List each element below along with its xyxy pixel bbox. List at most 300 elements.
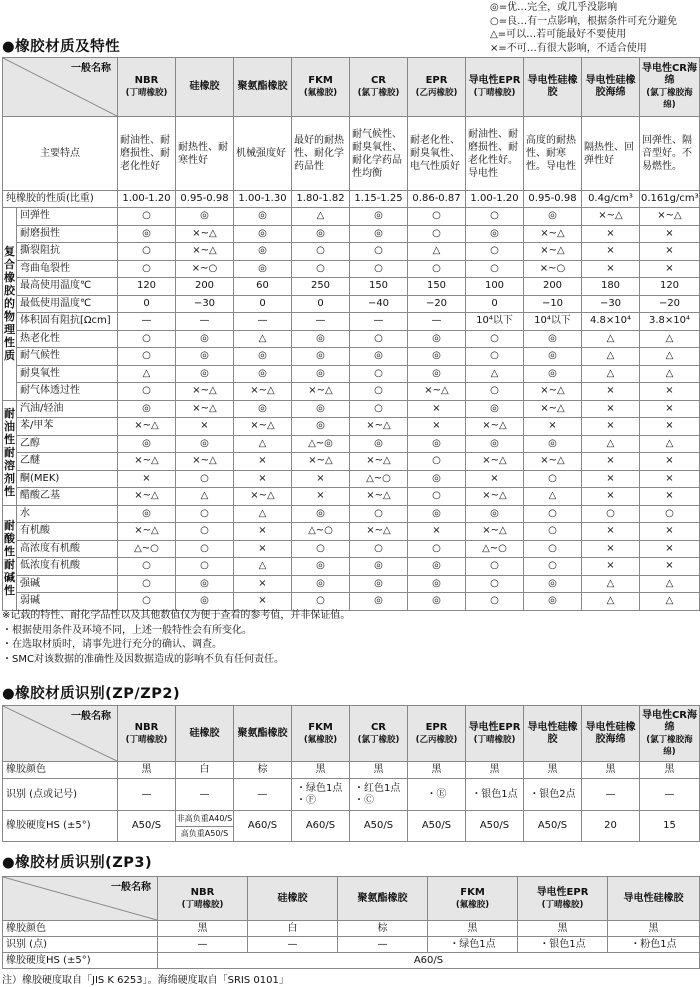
value-cell: △: [292, 208, 350, 226]
value-cell: ×~△: [466, 453, 524, 471]
value-cell: [292, 779, 350, 811]
value-cell: ×: [640, 488, 700, 506]
value-cell: ○: [524, 505, 582, 523]
value-cell: ◎: [408, 435, 466, 453]
mark-line: ・绿色1点: [296, 782, 343, 794]
table-row: [3, 558, 700, 576]
header-row: [3, 58, 700, 117]
column-header: [408, 58, 466, 117]
feature-cell: 耐老化性、耐臭氧性、电气性质好: [408, 117, 466, 191]
column-header: [118, 706, 176, 762]
value-cell: [582, 779, 640, 811]
value-cell: 黑: [524, 762, 582, 779]
value-cell: ×~△: [524, 243, 582, 261]
value-cell: ×~△: [118, 488, 176, 506]
table-row: [3, 505, 700, 523]
row-label: 纯橡胶的性质(比重): [3, 191, 118, 208]
value-cell: 120: [118, 278, 176, 296]
column-subname: (丁晴橡胶): [125, 734, 168, 745]
value-cell: △: [582, 365, 640, 383]
value-cell: −30: [176, 295, 234, 313]
value-cell: ○: [176, 523, 234, 541]
value-cell: △: [582, 348, 640, 366]
value-cell: ×~△: [176, 383, 234, 401]
row-label: 酮(MEK): [17, 470, 118, 488]
value-cell: 60: [234, 278, 292, 296]
value-cell: ◎: [408, 470, 466, 488]
value-cell: ×~△: [408, 383, 466, 401]
value-cell: 4.8×10⁴: [582, 313, 640, 331]
value-cell: ○: [176, 505, 234, 523]
value-cell: △: [118, 365, 176, 383]
feature-cell: 回弹性、隔音型好。不易燃性。: [640, 117, 700, 191]
row-label: 最低使用温度℃: [17, 295, 118, 313]
value-cell: ◎: [524, 593, 582, 611]
value-cell: ×~△: [524, 453, 582, 471]
value-cell: [466, 779, 524, 811]
column-header: [176, 706, 234, 762]
value-cell: [350, 779, 408, 811]
table-row: [3, 435, 700, 453]
value-cell: ×~△: [466, 523, 524, 541]
column-subname: (乙丙橡胶): [415, 734, 458, 745]
identification-table-zp3: [2, 876, 700, 969]
column-subname: (丁晴橡胶): [125, 88, 168, 98]
column-subname: (氟橡胶): [303, 88, 338, 98]
value-cell: ×: [466, 470, 524, 488]
row-label: 橡胶颜色: [3, 762, 118, 779]
value-cell: ○: [466, 208, 524, 226]
feature-cell: 耐油性、耐磨损性、耐老化性好。导电性: [466, 117, 524, 191]
table-row: [3, 488, 700, 506]
value-cell: [524, 779, 582, 811]
value-cell: ◎: [234, 208, 292, 226]
row-label: 体积固有阻抗[Ωcm]: [17, 313, 118, 331]
value-cell: ○: [176, 540, 234, 558]
value-cell: △: [234, 558, 292, 576]
value-cell: [640, 779, 700, 811]
table-row: [3, 295, 700, 313]
table-row: [3, 523, 700, 541]
value-cell: 黑: [158, 921, 248, 937]
value-cell: ×: [234, 453, 292, 471]
row-label: 苯/甲苯: [17, 418, 118, 436]
table-row: [3, 470, 700, 488]
group-label: 耐油性耐溶剂性: [3, 400, 17, 505]
identification-table-zp: [2, 705, 700, 842]
column-subname: (氟橡胶): [455, 899, 490, 910]
value-cell: ◎: [408, 558, 466, 576]
table-row: [3, 260, 700, 278]
value-cell: △: [640, 348, 700, 366]
value-cell: ×: [582, 260, 640, 278]
value-cell: ○: [118, 243, 176, 261]
value-cell: ◎: [176, 435, 234, 453]
column-header: [234, 706, 292, 762]
row-label: 有机酸: [17, 523, 118, 541]
row-label: 乙醚: [17, 453, 118, 471]
features-row: [3, 117, 700, 191]
value-cell: ×~△: [176, 243, 234, 261]
value-cell: ○: [408, 488, 466, 506]
note-line: ・SMC对该数据的准确性及因数据造成的影响不负有任何责任。: [2, 653, 284, 665]
value-cell: ◎: [234, 365, 292, 383]
value-cell: ・绿色1点: [428, 937, 518, 953]
column-subname: (丁晴橡胶): [541, 899, 584, 910]
value-cell: ◎: [118, 505, 176, 523]
column-subname: (氟橡胶): [303, 734, 338, 745]
value-cell: 200: [524, 278, 582, 296]
value-cell: ◎: [176, 575, 234, 593]
value-cell: ×: [408, 400, 466, 418]
note-line: ※记载的特性、耐化学品性以及其他数值仅为便于查看的参考值，并非保证值。: [2, 610, 351, 621]
value-cell: ◎: [234, 260, 292, 278]
column-header: [428, 877, 518, 921]
hardness-row: [3, 811, 700, 842]
value-cell: ○: [350, 383, 408, 401]
row-label: 耐气候性: [17, 348, 118, 366]
value-cell: ×~△: [292, 383, 350, 401]
value-cell: ○: [408, 260, 466, 278]
mark-line: ・Ⓕ: [296, 794, 316, 806]
value-cell: ○: [292, 540, 350, 558]
column-header: [176, 58, 234, 117]
table-row: [3, 243, 700, 261]
mark-line: —: [141, 788, 152, 800]
value-cell: ◎: [524, 348, 582, 366]
value-cell: 0.95-0.98: [524, 191, 582, 208]
value-cell: ◎: [234, 225, 292, 243]
table-row: [3, 208, 700, 226]
value-cell: ◎: [350, 558, 408, 576]
value-cell: ○: [292, 260, 350, 278]
value-cell: ×: [640, 558, 700, 576]
value-cell: ◎: [292, 575, 350, 593]
value-cell: △: [234, 505, 292, 523]
column-name: 导电性硅橡胶海绵: [585, 75, 636, 98]
value-cell: △~○: [466, 540, 524, 558]
value-cell: △: [582, 435, 640, 453]
value-cell: ×: [640, 225, 700, 243]
row-label: 强碱: [17, 575, 118, 593]
value-cell: —: [234, 313, 292, 331]
value-cell: ×~△: [466, 418, 524, 436]
value-cell: ○: [176, 470, 234, 488]
value-cell: △: [582, 575, 640, 593]
value-cell: ◎: [292, 330, 350, 348]
column-name: 硅橡胶: [277, 892, 308, 904]
value-cell: ○: [524, 558, 582, 576]
value-cell: ×~△: [350, 453, 408, 471]
value-cell: ○: [466, 260, 524, 278]
value-cell: ×: [640, 523, 700, 541]
column-name: CR: [370, 75, 387, 86]
value-cell: −40: [350, 295, 408, 313]
mark-line: ・Ⓔ: [426, 788, 447, 800]
mark-line: —: [257, 788, 268, 800]
column-name: FKM: [308, 721, 333, 733]
value-cell: ×: [234, 540, 292, 558]
column-header: [582, 706, 640, 762]
value-cell: ×~△: [292, 453, 350, 471]
value-cell: ×: [582, 400, 640, 418]
value-cell: 0: [118, 295, 176, 313]
row-label: 识别 (点或记号): [3, 779, 118, 811]
value-cell: 1.00-1.20: [466, 191, 524, 208]
value-cell: ○: [640, 505, 700, 523]
value-cell: ×: [640, 383, 700, 401]
mark-line: —: [605, 788, 616, 800]
value-cell: A60/S: [158, 953, 700, 969]
row-label: 乙醇: [17, 435, 118, 453]
mark-line: ・银色1点: [471, 788, 518, 800]
column-name: 导电性CR海绵: [641, 63, 698, 86]
value-cell: ◎: [292, 558, 350, 576]
value-cell: ◎: [466, 505, 524, 523]
value-cell: ×: [292, 488, 350, 506]
column-header: [234, 58, 292, 117]
value-cell: ○: [118, 383, 176, 401]
column-name: 导电性CR海绵: [641, 709, 698, 733]
column-header: [466, 58, 524, 117]
row-label: 低浓度有机酸: [17, 558, 118, 576]
column-name: 聚氨酯橡胶: [237, 727, 288, 739]
header-row: [3, 706, 700, 762]
value-cell: 15: [640, 811, 700, 842]
value-cell: 1.80-1.82: [292, 191, 350, 208]
row-label: 回弹性: [17, 208, 118, 226]
value-cell: 黑: [408, 762, 466, 779]
value-cell: ×~△: [524, 400, 582, 418]
value-cell: [118, 779, 176, 811]
row-label: 弱碱: [17, 593, 118, 611]
value-cell: ×: [640, 418, 700, 436]
value-cell: △: [640, 575, 700, 593]
value-cell: ×~△: [524, 383, 582, 401]
value-cell: ×~△: [118, 523, 176, 541]
value-cell: −20: [408, 295, 466, 313]
group-label: 耐酸性耐碱性: [3, 505, 17, 610]
column-name: EPR: [425, 75, 448, 86]
value-cell: ◎: [176, 330, 234, 348]
value-cell: △: [408, 243, 466, 261]
value-cell: ◎: [350, 225, 408, 243]
value-cell: 150: [350, 278, 408, 296]
row-label: 汽油/轻油: [17, 400, 118, 418]
row-label: 橡胶硬度HS (±5°): [3, 953, 158, 969]
value-cell: 200: [176, 278, 234, 296]
column-name: NBR: [134, 75, 159, 86]
color-row: [3, 762, 700, 779]
value-cell: ◎: [466, 435, 524, 453]
value-cell: 0: [234, 295, 292, 313]
value-cell: ×: [234, 593, 292, 611]
table-row: [3, 330, 700, 348]
column-header: [524, 58, 582, 117]
column-name: CR: [370, 721, 387, 733]
value-cell: △: [640, 365, 700, 383]
value-cell: 10⁴以下: [466, 313, 524, 331]
column-header: [518, 877, 608, 921]
value-cell: ○: [524, 523, 582, 541]
value-cell: ◎: [408, 330, 466, 348]
value-cell: ◎: [118, 435, 176, 453]
table-row: [3, 418, 700, 436]
row-label: 耐臭氧性: [17, 365, 118, 383]
column-subname: (氯丁橡胶海绵): [646, 734, 693, 757]
value-cell: ○: [350, 505, 408, 523]
group-label: 复合橡胶的物理性质: [3, 208, 17, 401]
column-header: [408, 706, 466, 762]
value-cell: ×: [582, 243, 640, 261]
legend-line: ○=良…有一点影响，根据条件可充分避免: [490, 15, 678, 27]
column-name: 导电性EPR: [468, 75, 521, 86]
value-cell: ◎: [408, 575, 466, 593]
value-cell: ×~△: [234, 488, 292, 506]
value-cell: 棕: [234, 762, 292, 779]
value-cell: ◎: [350, 575, 408, 593]
value-cell: ◎: [408, 348, 466, 366]
value-cell: —: [118, 313, 176, 331]
value-cell: 100: [466, 278, 524, 296]
column-name: 导电性硅橡胶: [527, 721, 578, 745]
value-cell: ◎: [524, 208, 582, 226]
row-label: 橡胶硬度HS (±5°): [3, 811, 118, 842]
column-subname: (丁晴橡胶): [181, 899, 224, 910]
value-cell: 黑: [466, 762, 524, 779]
mark-line: ・银色2点: [529, 788, 576, 800]
value-cell: ×~△: [176, 400, 234, 418]
value-cell: −20: [640, 295, 700, 313]
feature-cell: 耐气候性、耐臭氧性、耐化学药品性均衡: [350, 117, 408, 191]
column-name: 导电性硅橡胶: [527, 75, 578, 98]
value-cell: ○: [466, 575, 524, 593]
value-cell: —: [338, 937, 428, 953]
row-label: 识别 (点): [3, 937, 158, 953]
value-cell: ×~△: [234, 418, 292, 436]
column-name: 聚氨酯橡胶: [357, 892, 408, 904]
table-row: [3, 593, 700, 611]
value-cell: ○: [408, 540, 466, 558]
value-cell: ×: [640, 453, 700, 471]
value-cell: ×: [640, 540, 700, 558]
column-name: NBR: [134, 721, 159, 733]
value-cell: 0.161g/cm³: [640, 191, 700, 208]
column-header: [524, 706, 582, 762]
value-cell: 黑: [292, 762, 350, 779]
value-cell: ○: [408, 208, 466, 226]
value-cell: ○: [292, 243, 350, 261]
column-header: [292, 706, 350, 762]
value-cell: ×~△: [524, 225, 582, 243]
value-cell: 0: [292, 295, 350, 313]
table-row: [3, 278, 700, 296]
value-cell: ×: [582, 418, 640, 436]
value-cell: [408, 779, 466, 811]
column-header: [118, 58, 176, 117]
value-cell: A50/S: [524, 811, 582, 842]
value-cell: ◎: [234, 243, 292, 261]
value-cell: A50/S: [466, 811, 524, 842]
properties-table: [2, 57, 700, 611]
value-cell: 180: [582, 278, 640, 296]
value-cell: ×: [582, 488, 640, 506]
value-cell: ◎: [350, 435, 408, 453]
value-cell: A50/S: [408, 811, 466, 842]
value-cell: ○: [118, 575, 176, 593]
value-cell: △~○: [292, 523, 350, 541]
corner-label: 一般名称: [71, 63, 111, 74]
value-cell: ◎: [466, 225, 524, 243]
value-cell: ・粉色1点: [608, 937, 700, 953]
value-cell: −30: [582, 295, 640, 313]
value-cell: ×: [234, 470, 292, 488]
table-row: [3, 348, 700, 366]
value-cell: ×: [292, 470, 350, 488]
value-cell: 1.15-1.25: [350, 191, 408, 208]
value-cell: ◎: [524, 330, 582, 348]
column-subname: (氯丁橡胶): [357, 88, 400, 98]
value-cell: A50/S: [350, 811, 408, 842]
value-cell: 白: [248, 921, 338, 937]
value-cell: —: [408, 313, 466, 331]
value-cell: ×~△: [234, 383, 292, 401]
section1-title: ●橡胶材质及特性: [2, 39, 121, 55]
column-header: [350, 706, 408, 762]
value-cell: ×: [582, 540, 640, 558]
value-cell: ◎: [292, 225, 350, 243]
table-row: [3, 453, 700, 471]
value-cell: ×: [640, 470, 700, 488]
value-cell: ◎: [292, 418, 350, 436]
value-cell: 黑: [640, 762, 700, 779]
value-cell: ×: [640, 243, 700, 261]
value-cell: 白: [176, 762, 234, 779]
column-subname: (氯丁橡胶海绵): [646, 88, 693, 110]
value-cell: ○: [176, 558, 234, 576]
value-cell: ○: [466, 330, 524, 348]
value-cell: ×~△: [176, 225, 234, 243]
value-cell: ×~△: [640, 208, 700, 226]
value-cell: ×: [176, 418, 234, 436]
value-cell: ×: [582, 225, 640, 243]
feature-cell: 高度的耐热性、耐寒性。导电性: [524, 117, 582, 191]
hardness-line: 非高负重A40/S: [176, 813, 233, 823]
value-cell: ○: [350, 400, 408, 418]
value-cell: 黑: [118, 762, 176, 779]
value-cell: ×~△: [176, 453, 234, 471]
value-cell: 0: [466, 295, 524, 313]
feature-cell: 耐热性、耐寒性好: [176, 117, 234, 191]
value-cell: 棕: [338, 921, 428, 937]
value-cell: ×: [582, 453, 640, 471]
value-cell: ×~△: [582, 208, 640, 226]
feature-cell: 耐油性、耐磨损性、耐老化性好: [118, 117, 176, 191]
value-cell: ○: [118, 348, 176, 366]
value-cell: △: [466, 365, 524, 383]
value-cell: ◎: [524, 435, 582, 453]
value-cell: ×~○: [524, 260, 582, 278]
value-cell: —: [248, 937, 338, 953]
row-label: 热老化性: [17, 330, 118, 348]
value-cell: ×: [234, 523, 292, 541]
value-cell: ×~△: [118, 418, 176, 436]
mark-row: [3, 779, 700, 811]
value-cell: ○: [524, 470, 582, 488]
column-name: 硅橡胶: [189, 727, 220, 739]
value-cell: ×~△: [350, 488, 408, 506]
value-cell: ×: [582, 523, 640, 541]
